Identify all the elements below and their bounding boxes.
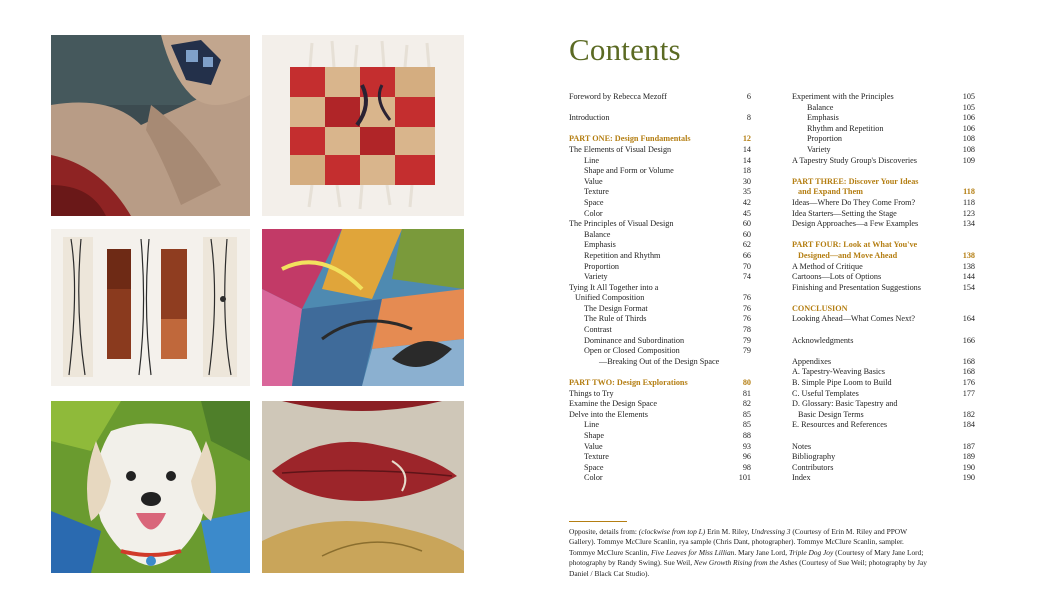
toc-entry-title: Tying It All Together into a xyxy=(569,282,659,292)
toc-entry[interactable] xyxy=(569,452,751,463)
toc-entry-title: Looking Ahead—What Comes Next? xyxy=(792,314,916,324)
toc-spacer xyxy=(792,431,975,442)
toc-entry-title: Balance xyxy=(807,102,834,112)
toc-entry[interactable] xyxy=(792,357,975,368)
toc-section-heading[interactable] xyxy=(792,240,975,251)
toc-entry-title: Designed—and Move Ahead xyxy=(798,250,898,260)
toc-entry-title: Variety xyxy=(807,144,831,154)
toc-entry[interactable] xyxy=(792,463,975,474)
caption-segment: Undressing 3 xyxy=(751,527,791,536)
toc-entry[interactable] xyxy=(569,166,751,177)
toc-entry-title: Repetition and Rhythm xyxy=(584,250,661,260)
toc-entry-page: 88 xyxy=(742,431,751,440)
toc-entry-page: 168 xyxy=(962,367,975,377)
toc-entry[interactable] xyxy=(569,420,751,431)
toc-entry-title: Foreword by Rebecca Mezoff xyxy=(569,92,667,101)
photo-caption xyxy=(569,527,929,579)
toc-entry-title: Texture xyxy=(584,452,609,462)
toc-entry[interactable] xyxy=(569,346,751,357)
toc-entry-page: 138 xyxy=(962,261,975,271)
toc-entry-page: 177 xyxy=(962,388,975,398)
toc-entry-page: 134 xyxy=(962,219,975,229)
toc-entry[interactable] xyxy=(792,156,975,167)
toc-entry[interactable] xyxy=(792,389,975,400)
toc-entry[interactable] xyxy=(792,378,975,389)
toc-entry[interactable] xyxy=(569,283,751,294)
toc-entry-title: Appendixes xyxy=(792,356,832,366)
toc-entry[interactable] xyxy=(569,219,751,230)
toc-entry-page: 8 xyxy=(746,113,751,123)
toc-entry-title: PART THREE: Discover Your Ideas xyxy=(792,176,919,186)
toc-entry-title: Shape xyxy=(584,431,605,440)
caption-segment: Erin M. Riley, xyxy=(705,527,752,536)
toc-entry-page: 96 xyxy=(742,452,751,462)
caption-segment: (Courtesy of Sue Weil; photography by Jay Daniel / Black Cat Studio). xyxy=(569,558,927,578)
toc-entry-title: Delve into the Elements xyxy=(569,409,648,419)
toc-entry-title: Emphasis xyxy=(807,113,839,123)
new-growth-image xyxy=(262,401,464,573)
toc-spacer xyxy=(792,166,975,177)
caption-segment: . Mary Jane Lord, xyxy=(734,547,789,557)
toc-entry-title: PART TWO: Design Explorations xyxy=(569,378,688,388)
toc-entry-page: 79 xyxy=(742,335,751,345)
toc-entry[interactable] xyxy=(792,314,975,325)
toc-spacer xyxy=(569,124,751,135)
toc-entry-page: 108 xyxy=(962,134,975,144)
page-title: Contents xyxy=(569,32,681,67)
toc-entry[interactable] xyxy=(792,145,975,156)
caption-segment: Five Leaves for Miss Lillian xyxy=(651,547,735,557)
toc-entry-page: 6 xyxy=(746,92,751,101)
toc-entry-page: 98 xyxy=(742,462,751,472)
toc-entry-title: Space xyxy=(584,197,604,207)
toc-entry-title: Notes xyxy=(792,441,812,451)
caption-segment: New Growth Rising from the Ashes xyxy=(693,558,798,568)
toc-entry[interactable] xyxy=(569,240,751,251)
toc-entry-title: Idea Starters—Setting the Stage xyxy=(792,208,897,218)
toc-entry-title: Bibliography xyxy=(792,452,836,462)
toc-entry[interactable] xyxy=(569,357,751,368)
toc-entry[interactable] xyxy=(569,463,751,474)
toc-entry-page: 144 xyxy=(962,272,975,282)
toc-entry[interactable] xyxy=(792,420,975,431)
toc-entry-title: Examine the Design Space xyxy=(569,399,657,409)
caption-segment: Opposite, details from: xyxy=(569,527,639,536)
toc-entry[interactable] xyxy=(569,442,751,453)
toc-entry-title: A. Tapestry-Weaving Basics xyxy=(792,367,885,377)
toc-entry[interactable] xyxy=(569,431,751,442)
toc-entry-page: 108 xyxy=(962,144,975,154)
caption-segment: Triple Dog Joy xyxy=(788,547,834,557)
toc-entry[interactable] xyxy=(792,410,975,421)
toc-entry[interactable] xyxy=(792,219,975,230)
toc-entry[interactable] xyxy=(569,198,751,209)
toc-entry-page: 138 xyxy=(962,250,975,260)
toc-entry-title: B. Simple Pipe Loom to Build xyxy=(792,378,892,388)
toc-entry-page: 12 xyxy=(742,134,751,144)
toc-entry[interactable] xyxy=(792,452,975,463)
toc-entry-title: Proportion xyxy=(584,261,620,271)
rya-sample-image xyxy=(262,35,464,216)
toc-entry-title: PART ONE: Design Fundamentals xyxy=(569,134,691,144)
toc-entry-title: Basic Design Terms xyxy=(798,409,864,419)
toc-entry[interactable] xyxy=(569,325,751,336)
toc-entry-page: 14 xyxy=(742,144,751,154)
toc-entry[interactable] xyxy=(792,103,975,114)
toc-entry-title: Design Approaches—a Few Examples xyxy=(792,219,919,229)
caption-segment: (clockwise from top L) xyxy=(638,527,706,536)
toc-spacer xyxy=(792,346,975,357)
toc-entry-page: 18 xyxy=(742,166,751,176)
toc-entry-title: Dominance and Subordination xyxy=(584,335,685,345)
toc-entry-page: 45 xyxy=(742,208,751,218)
toc-spacer xyxy=(792,230,975,241)
toc-entry-title: A Method of Critique xyxy=(792,261,863,271)
toc-entry-title: C. Useful Templates xyxy=(792,388,859,398)
toc-entry-page: 62 xyxy=(742,240,751,250)
toc-entry-page: 105 xyxy=(962,102,975,112)
toc-entry-page: 85 xyxy=(742,409,751,419)
toc-entry-title: Ideas—Where Do They Come From? xyxy=(792,197,916,207)
toc-entry-page: 184 xyxy=(962,420,975,430)
toc-entry-page: 105 xyxy=(962,92,975,101)
toc-entry-page: 81 xyxy=(742,388,751,398)
toc-entry-title: Things to Try xyxy=(569,388,614,398)
toc-entry-title: Space xyxy=(584,462,604,472)
toc-entry-page: 154 xyxy=(962,282,975,292)
toc-entry[interactable] xyxy=(792,198,975,209)
toc-entry-page: 74 xyxy=(742,272,751,282)
triple-dog-joy-image xyxy=(51,401,250,573)
toc-entry-title: The Elements of Visual Design xyxy=(569,144,672,154)
toc-entry-page: 60 xyxy=(742,229,751,239)
toc-entry-page: 79 xyxy=(742,346,751,356)
toc-entry[interactable] xyxy=(569,272,751,283)
toc-entry-page: 60 xyxy=(742,219,751,229)
toc-entry[interactable] xyxy=(792,209,975,220)
toc-entry-page: 76 xyxy=(742,314,751,324)
toc-entry-page: 35 xyxy=(742,187,751,197)
toc-spacer xyxy=(792,325,975,336)
toc-entry-title: Rhythm and Repetition xyxy=(807,123,884,133)
toc-entry-page: 176 xyxy=(962,378,975,388)
five-leaves-image xyxy=(262,229,464,386)
toc-entry[interactable] xyxy=(569,145,751,156)
toc-entry-page: 106 xyxy=(962,113,975,123)
toc-entry-title: Color xyxy=(584,208,603,218)
toc-entry-page: 123 xyxy=(962,208,975,218)
toc-entry[interactable] xyxy=(569,336,751,347)
toc-section-heading[interactable] xyxy=(569,378,751,389)
toc-entry-page: 76 xyxy=(742,303,751,313)
toc-entry[interactable] xyxy=(792,124,975,135)
caption-segment: (Courtesy of Erin M. Riley and PPOW Gallery). Tommye McClure Scanlin, rya sample (Chris Dant, photographer). Tommye McClure Scanlin, sampler. Tommye McClure Scanlin, xyxy=(569,527,907,557)
toc-entry-title: Emphasis xyxy=(584,240,616,250)
toc-entry[interactable] xyxy=(569,209,751,220)
toc-entry-title: E. Resources and References xyxy=(792,420,888,430)
toc-entry-title: Line xyxy=(584,420,600,430)
toc-entry-title: Value xyxy=(584,441,603,451)
toc-entry[interactable] xyxy=(569,473,751,484)
toc-section-heading[interactable] xyxy=(569,134,751,145)
toc-entry-page: 76 xyxy=(742,293,751,303)
toc-entry-page: 30 xyxy=(742,176,751,186)
toc-entry[interactable] xyxy=(569,262,751,273)
toc-entry[interactable] xyxy=(569,410,751,421)
toc-entry-title: Texture xyxy=(584,187,609,197)
toc-entry-title: Contributors xyxy=(792,462,834,472)
toc-entry-title: Proportion xyxy=(807,134,843,144)
toc-entry[interactable] xyxy=(792,113,975,124)
toc-entry[interactable] xyxy=(569,304,751,315)
toc-entry-page: 190 xyxy=(962,473,975,483)
toc-entry-page: 42 xyxy=(742,197,751,207)
toc-entry[interactable] xyxy=(792,262,975,273)
toc-entry-title: Index xyxy=(792,473,811,483)
toc-entry-page: 93 xyxy=(742,441,751,451)
toc-spacer xyxy=(792,293,975,304)
toc-entry-page: 109 xyxy=(962,155,975,165)
toc-entry-page: 80 xyxy=(742,378,751,388)
toc-entry-title: CONCLUSION xyxy=(792,303,848,313)
toc-entry[interactable] xyxy=(569,113,751,124)
toc-entry-title: Experiment with the Principles xyxy=(792,92,894,101)
toc-entry-title: PART FOUR: Look at What You've xyxy=(792,240,918,250)
toc-entry-title: D. Glossary: Basic Tapestry and xyxy=(792,399,898,409)
toc-entry-title: The Design Format xyxy=(584,303,648,313)
toc-entry[interactable] xyxy=(569,92,751,103)
toc-entry-title: Cartoons—Lots of Options xyxy=(792,272,882,282)
toc-entry[interactable] xyxy=(792,283,975,294)
toc-entry-title: Variety xyxy=(584,272,608,282)
toc-entry-page: 164 xyxy=(962,314,975,324)
toc-entry-title: Introduction xyxy=(569,113,610,123)
toc-section-heading[interactable] xyxy=(792,251,975,262)
toc-entry-page: 14 xyxy=(742,155,751,165)
toc-entry-page: 106 xyxy=(962,123,975,133)
toc-entry-page: 101 xyxy=(738,473,751,483)
toc-entry-title: Balance xyxy=(584,229,611,239)
toc-entry-page: 66 xyxy=(742,250,751,260)
toc-entry-title: Finishing and Presentation Suggestions xyxy=(792,282,921,292)
toc-entry-title: The Rule of Thirds xyxy=(584,314,647,324)
toc-entry[interactable] xyxy=(792,399,975,410)
toc-entry-title: Acknowledgments xyxy=(792,335,854,345)
sampler-image xyxy=(51,229,250,386)
toc-entry-title: Shape and Form or Volume xyxy=(584,166,674,176)
caption-divider xyxy=(569,521,627,522)
tapestry-image-undressing xyxy=(51,35,250,216)
toc-entry-title: Contrast xyxy=(584,325,612,335)
toc-entry-page: 190 xyxy=(962,462,975,472)
toc-entry-page: 118 xyxy=(963,187,975,197)
caption-segment: (Courtesy of Mary Jane Lord; photography by Randy Swing). Sue Weil, xyxy=(569,547,924,568)
toc-entry-title: Unified Composition xyxy=(575,293,645,303)
toc-entry-page: 82 xyxy=(742,399,751,409)
toc-entry-page: 78 xyxy=(742,325,751,335)
toc-entry-page: 85 xyxy=(742,420,751,430)
toc-section-heading[interactable] xyxy=(792,177,975,188)
toc-entry[interactable] xyxy=(569,399,751,410)
toc-entry[interactable] xyxy=(569,293,751,304)
toc-entry-page: 189 xyxy=(962,452,975,462)
toc-entry[interactable] xyxy=(792,473,975,484)
toc-entry[interactable] xyxy=(569,177,751,188)
toc-entry-title: Color xyxy=(584,473,603,483)
toc-column-left xyxy=(569,92,751,484)
toc-entry-title: A Tapestry Study Group's Discoveries xyxy=(792,155,917,165)
toc-entry-page: 168 xyxy=(962,356,975,366)
toc-entry-title: Open or Closed Composition xyxy=(584,346,680,356)
toc-entry[interactable] xyxy=(569,314,751,325)
toc-entry-page: 187 xyxy=(962,441,975,451)
toc-entry[interactable] xyxy=(792,336,975,347)
toc-entry-page: 182 xyxy=(962,409,975,419)
toc-section-heading[interactable] xyxy=(792,187,975,198)
toc-column-right xyxy=(792,92,975,484)
toc-section-heading[interactable] xyxy=(792,304,975,315)
toc-entry-title: Line xyxy=(584,155,600,165)
toc-entry-page: 166 xyxy=(962,335,975,345)
toc-spacer xyxy=(569,103,751,114)
toc-entry[interactable] xyxy=(792,442,975,453)
toc-entry[interactable] xyxy=(569,389,751,400)
toc-entry-title: Value xyxy=(584,176,603,186)
toc-entry[interactable] xyxy=(569,187,751,198)
toc-entry[interactable] xyxy=(792,272,975,283)
toc-entry[interactable] xyxy=(569,156,751,167)
toc-entry-title: and Expand Them xyxy=(798,187,863,197)
toc-entry[interactable] xyxy=(569,230,751,241)
toc-entry[interactable] xyxy=(792,367,975,378)
toc-entry-page: 118 xyxy=(963,197,975,207)
toc-entry[interactable] xyxy=(792,92,975,103)
toc-entry[interactable] xyxy=(792,134,975,145)
toc-entry-title: —Breaking Out of the Design Space xyxy=(599,356,720,366)
toc-entry[interactable] xyxy=(569,251,751,262)
toc-entry-title: The Principles of Visual Design xyxy=(569,219,674,229)
toc-entry-page: 70 xyxy=(742,261,751,271)
toc-spacer xyxy=(569,367,751,378)
